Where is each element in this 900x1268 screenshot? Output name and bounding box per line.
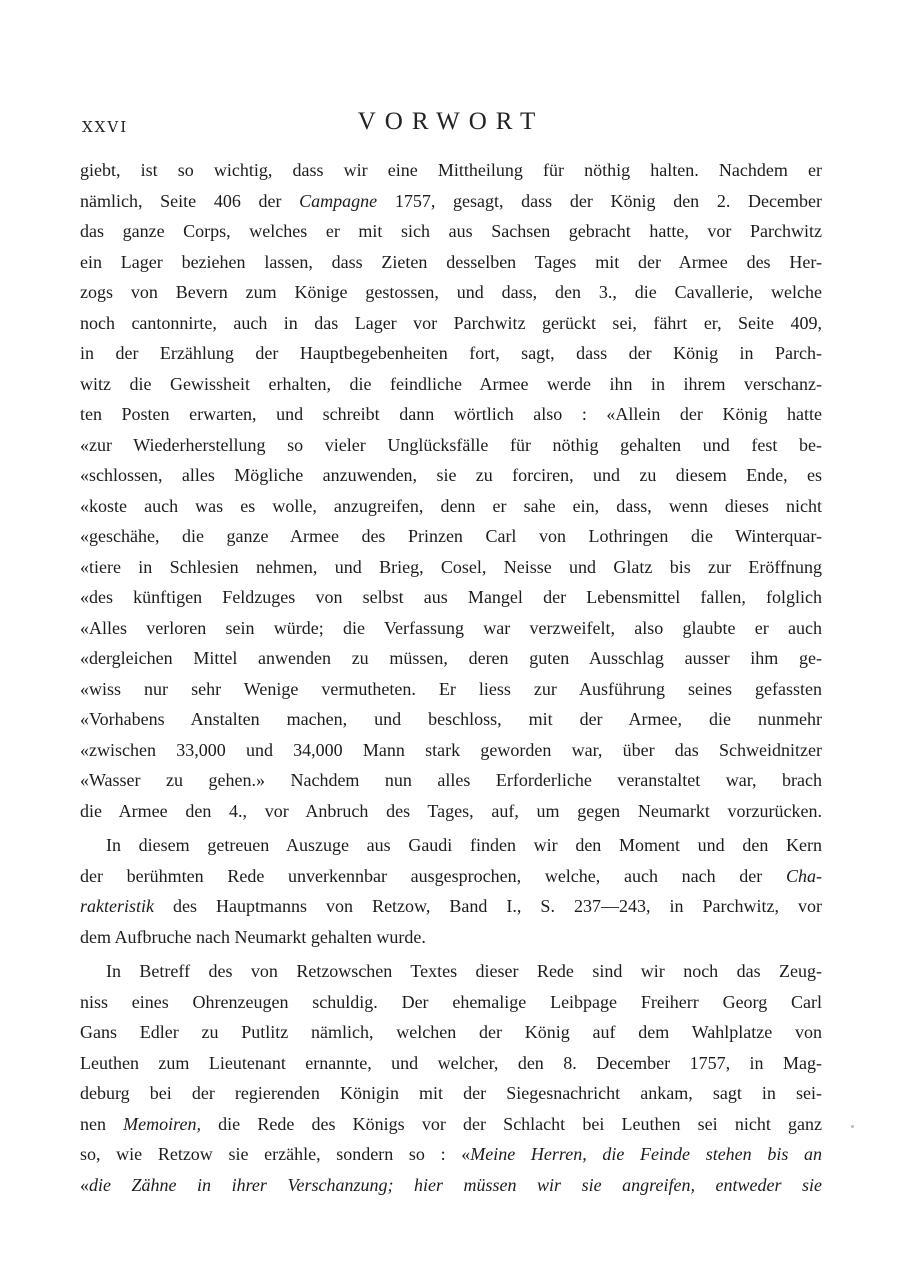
paragraph-1 [80, 155, 822, 826]
text-line: In Betreff des von Retzowschen Textes dieser Rede sind wir noch das Zeug- [106, 961, 822, 981]
text-line: «geschähe, die ganze Armee des Prinzen Carl von Lothringen die Winterquar- [80, 526, 822, 546]
text-line: ten Posten erwarten, und schreibt dann wörtlich also : «Allein der König hatte [80, 404, 822, 424]
text-line: giebt, ist so wichtig, dass wir eine Mittheilung für nöthig halten. Nachdem er [80, 160, 822, 180]
text-line: in der Erzählung der Hauptbegebenheiten fort, sagt, dass der König in Parch- [80, 343, 822, 363]
text-line: witz die Gewissheit erhalten, die feindliche Armee werde ihn in ihrem verschanz- [80, 373, 822, 394]
paragraph-3 [80, 956, 822, 1200]
text-line: «wiss nur sehr Wenige vermutheten. Er liess zur Ausführung seines gefassten [80, 678, 822, 699]
page-header [82, 108, 820, 140]
page-number: XXVI [82, 118, 129, 136]
text-line: so, wie Retzow sie erzähle, sondern so : «Meine Herren, die Feinde stehen bis an [80, 1144, 823, 1164]
text-line: noch cantonnirte, auch in das Lager vor Parchwitz gerückt sei, fährt er, Seite 409, [80, 312, 822, 333]
text-line: «Alles verloren sein würde; die Verfassung war verzweifelt, also glaubte er auch [80, 617, 822, 638]
text-line: zogs von Bevern zum Könige gestossen, und dass, den 3., die Cavallerie, welche [80, 282, 822, 302]
running-title: VORWORT [357, 108, 545, 135]
text-line: «des künftigen Feldzuges von selbst aus Mangel der Lebensmittel fallen, folglich [80, 587, 822, 607]
text-line: nen Memoiren, die Rede des Königs vor der Schlacht bei Leuthen sei nicht ganz [80, 1113, 822, 1134]
text-line: Leuthen zum Lieutenant ernannte, und welcher, den 8. December 1757, in Mag- [80, 1052, 822, 1073]
text-line: die Armee den 4., vor Anbruch des Tages, auf, um gegen Neumarkt vorzurücken. [80, 800, 822, 821]
text-line: das ganze Corps, welches er mit sich aus Sachsen gebracht hatte, vor Parchwitz [80, 221, 822, 241]
text-line: «koste auch was es wolle, anzugreifen, denn er sahe ein, dass, wenn dieses nicht [80, 495, 822, 516]
text-line: Gans Edler zu Putlitz nämlich, welchen der König auf dem Wahlplatze von [80, 1022, 822, 1042]
body-text [80, 155, 822, 1200]
text-line: deburg bei der regierenden Königin mit der Siegesnachricht ankam, sagt in sei- [80, 1083, 822, 1103]
paper-speck [851, 1125, 854, 1128]
text-line: «schlossen, alles Mögliche anzuwenden, sie zu forciren, und zu diesem Ende, es [80, 465, 822, 485]
text-line: «Wasser zu gehen.» Nachdem nun alles Erforderliche veranstaltet war, brach [80, 770, 822, 790]
text-line: rakteristik des Hauptmanns von Retzow, Band I., S. 237—243, in Parchwitz, vor [80, 896, 822, 916]
text-line: ein Lager beziehen lassen, dass Zieten desselben Tages mit der Armee des Her- [80, 251, 822, 272]
text-line: der berühmten Rede unverkennbar ausgesprochen, welche, auch nach der Cha- [80, 865, 822, 886]
text-line: In diesem getreuen Auszuge aus Gaudi finden wir den Moment und den Kern [106, 835, 822, 855]
text-line: «zwischen 33,000 und 34,000 Mann stark geworden war, über das Schweidnitzer [80, 739, 822, 760]
text-line: niss eines Ohrenzeugen schuldig. Der ehemalige Leibpage Freiherr Georg Carl [80, 991, 822, 1012]
paragraph-2 [80, 830, 822, 952]
text-line: «Vorhabens Anstalten machen, und beschloss, mit der Armee, die nunmehr [80, 709, 822, 729]
text-line: «die Zähne in ihrer Verschanzung; hier müssen wir sie angreifen, entweder sie [80, 1174, 822, 1195]
text-line: nämlich, Seite 406 der Campagne 1757, gesagt, dass der König den 2. December [80, 190, 822, 211]
text-line: dem Aufbruche nach Neumarkt gehalten wurde. [80, 926, 426, 947]
text-line: «tiere in Schlesien nehmen, und Brieg, Cosel, Neisse und Glatz bis zur Eröffnung [80, 556, 822, 577]
text-line: «zur Wiederherstellung so vieler Unglücksfälle für nöthig gehalten und fest be- [80, 434, 822, 455]
text-line: «dergleichen Mittel anwenden zu müssen, deren guten Ausschlag ausser ihm ge- [80, 648, 822, 668]
